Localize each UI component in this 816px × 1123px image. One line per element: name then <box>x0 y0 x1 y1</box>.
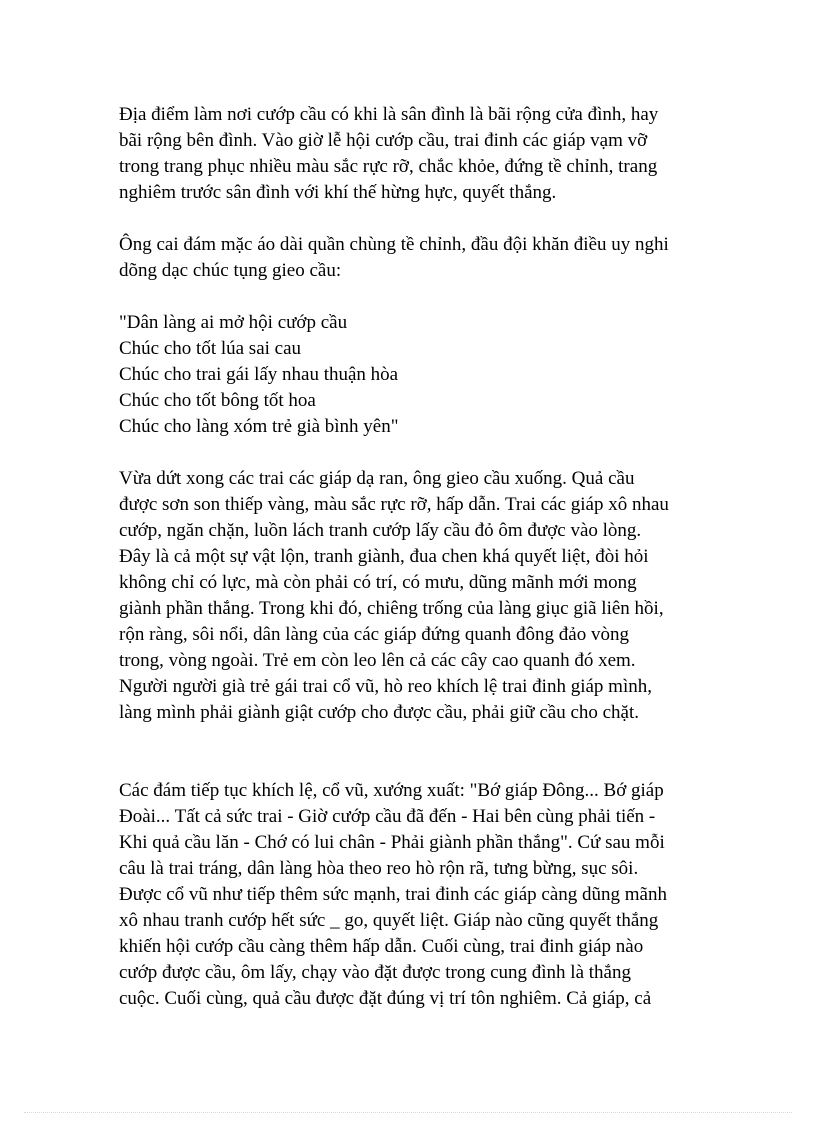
document-body <box>119 102 759 1012</box>
paragraph-spacer <box>119 284 759 310</box>
paragraph-cheering: Các đám tiếp tục khích lệ, cổ vũ, xướng xuất: "Bớ giáp Đông... Bớ giáp Đoài... Tất cả sức trai - Giờ cướp cầu đã đến - Hai bên cùng phải tiến - Khi quả cầu lăn - Chớ có lui chân - Phải giành phần thắng". Cứ sau mỗi câu là trai tráng, dân làng hòa theo reo hò rộn rã, tưng bừng, sục sôi. Được cổ vũ như tiếp thêm sức mạnh, trai đinh các giáp càng dũng mãnh xô nhau tranh cướp hết sức _ go, quyết liệt. Giáp nào cũng quyết thắng khiến hội cướp cầu càng thêm hấp dẫn. Cuối cùng, trai đinh giáp nào cướp được cầu, ôm lấy, chạy vào đặt được trong cung đình là thắng cuộc. Cuối cùng, quả cầu được đặt đúng vị trí tôn nghiêm. Cả giáp, cả <box>119 780 667 1009</box>
page-bottom-divider <box>24 1112 792 1113</box>
paragraph-spacer <box>119 206 759 232</box>
paragraph-spacer <box>119 440 759 466</box>
paragraph-spacer <box>119 726 759 778</box>
paragraph-contest: Vừa dứt xong các trai các giáp dạ ran, ông gieo cầu xuống. Quả cầu được sơn son thiếp vàng, màu sắc rực rỡ, hấp dẫn. Trai các giáp xô nhau cướp, ngăn chặn, luồn lách tranh cướp lấy cầu đỏ ôm được vào lòng. Đây là cả một sự vật lộn, tranh giành, đua chen khá quyết liệt, đòi hỏi không chỉ có lực, mà còn phải có trí, có mưu, dũng mãnh mới mong giành phần thắng. Trong khi đó, chiêng trống của làng giục giã liên hồi, rộn ràng, sôi nổi, dân làng của các giáp đứng quanh đông đảo vòng trong, vòng ngoài. Trẻ em còn leo lên cả các cây cao quanh đó xem. Người người già trẻ gái trai cổ vũ, hò reo khích lệ trai đinh giáp mình, làng mình phải giành giật cướp cho được cầu, phải giữ cầu cho chặt. <box>119 468 669 723</box>
paragraph-blessing-intro: Ông cai đám mặc áo dài quần chùng tề chỉnh, đầu đội khăn điều uy nghi dõng dạc chúc tụng gieo cầu: <box>119 234 669 281</box>
paragraph-venue: Địa điểm làm nơi cướp cầu có khi là sân đình là bãi rộng cửa đình, hay bãi rộng bên đình. Vào giờ lễ hội cướp cầu, trai đinh các giáp vạm vỡ trong trang phục nhiều màu sắc rực rỡ, chắc khỏe, đứng tề chỉnh, trang nghiêm trước sân đình với khí thế hừng hực, quyết thắng. <box>119 104 659 203</box>
poem-verses: "Dân làng ai mở hội cướp cầu Chúc cho tốt lúa sai cau Chúc cho trai gái lấy nhau thuận hòa Chúc cho tốt bông tốt hoa Chúc cho làng xóm trẻ già bình yên" <box>119 312 399 437</box>
